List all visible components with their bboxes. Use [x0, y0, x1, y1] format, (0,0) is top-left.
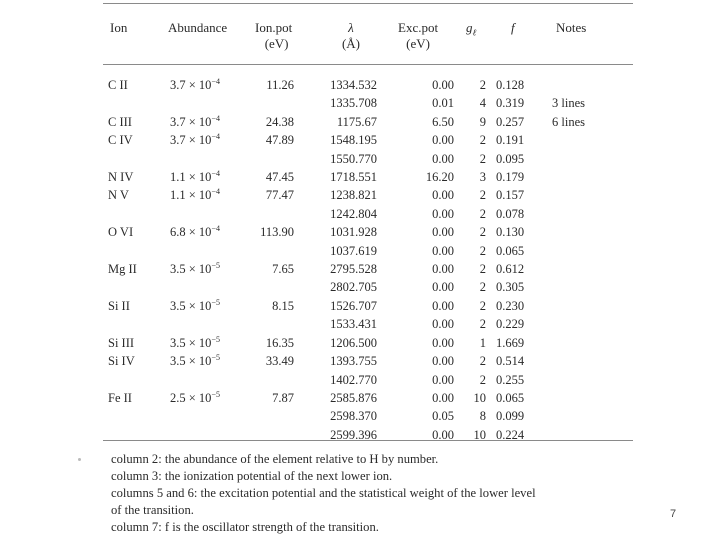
ionpot-cell — [242, 371, 294, 389]
weight-cell: 10 — [473, 427, 486, 442]
notes-cell: 6 lines — [552, 114, 585, 129]
oscillator-cell: 0.099 — [496, 409, 525, 424]
ion-cell — [103, 426, 170, 444]
notes-cell — [546, 186, 612, 204]
abundance-cell — [170, 334, 242, 352]
notes-cell — [546, 389, 612, 407]
ion-cell: Si IV — [108, 354, 135, 369]
abundance-cell — [170, 315, 242, 333]
header-excpot: Exc.pot (eV) — [398, 20, 439, 51]
ion-cell: C III — [108, 114, 132, 129]
notes-cell — [546, 131, 612, 149]
weight-cell: 2 — [479, 78, 486, 92]
abundance-cell — [170, 113, 242, 131]
excpot-cell: 0.00 — [432, 188, 454, 203]
scan-speck — [78, 458, 81, 461]
wavelength-cell: 1335.708 — [330, 96, 377, 111]
abundance-exponent: −5 — [211, 297, 220, 307]
oscillator-cell: 0.157 — [496, 188, 525, 203]
wavelength-cell: 1238.821 — [330, 188, 377, 203]
excpot-cell: 0.05 — [432, 409, 454, 424]
table-row — [103, 168, 612, 186]
excpot-cell: 0.00 — [432, 78, 454, 92]
ion-cell — [103, 278, 170, 296]
ionpot-cell: 47.45 — [265, 170, 294, 185]
abundance-mantissa: 3.7 × 10 — [170, 133, 212, 148]
weight-cell: 2 — [479, 243, 486, 258]
table-row — [103, 389, 612, 407]
wavelength-cell: 1037.619 — [330, 243, 377, 258]
oscillator-cell: 0.514 — [496, 354, 525, 369]
abundance-cell — [170, 131, 242, 149]
abundance-cell — [170, 242, 242, 260]
weight-cell: 2 — [479, 133, 486, 148]
notes-cell — [546, 352, 612, 370]
abundance-mantissa: 3.7 × 10 — [170, 114, 212, 129]
ion-cell: Mg II — [108, 262, 137, 277]
abundance-cell — [170, 426, 242, 444]
notes-cell — [546, 76, 612, 94]
abundance-exponent: −5 — [211, 352, 220, 362]
oscillator-cell: 0.255 — [496, 372, 525, 387]
table-row — [103, 371, 612, 389]
wavelength-cell: 1031.928 — [330, 225, 377, 240]
table-row — [103, 352, 612, 370]
ionpot-cell: 47.89 — [265, 133, 294, 148]
oscillator-cell: 0.130 — [496, 225, 525, 240]
abundance-exponent: −4 — [211, 224, 220, 234]
abundance-mantissa: 3.7 × 10 — [170, 78, 212, 92]
abundance-cell — [170, 278, 242, 296]
oscillator-cell: 0.229 — [496, 317, 525, 332]
ionpot-cell — [242, 205, 294, 223]
wavelength-cell: 1334.532 — [330, 78, 377, 92]
table-row — [103, 186, 612, 204]
ion-cell: Fe II — [108, 390, 132, 405]
abundance-cell — [170, 223, 242, 241]
table-row — [103, 407, 612, 425]
weight-cell: 2 — [479, 280, 486, 295]
notes-cell — [546, 371, 612, 389]
wavelength-cell: 1402.770 — [330, 372, 377, 387]
abundance-mantissa: 6.8 × 10 — [170, 225, 212, 240]
ionpot-cell: 113.90 — [260, 225, 294, 240]
wavelength-cell: 2795.528 — [330, 262, 377, 277]
notes-cell — [546, 315, 612, 333]
ion-cell — [103, 315, 170, 333]
notes-cell — [546, 297, 612, 315]
oscillator-cell: 0.078 — [496, 206, 525, 221]
weight-cell: 2 — [479, 372, 486, 387]
wavelength-cell: 1206.500 — [330, 335, 377, 350]
ion-cell — [103, 205, 170, 223]
weight-cell: 9 — [479, 114, 486, 129]
abundance-mantissa: 2.5 × 10 — [170, 390, 212, 405]
abundance-mantissa: 1.1 × 10 — [170, 188, 212, 203]
weight-cell: 2 — [479, 225, 486, 240]
ionpot-cell: 16.35 — [265, 335, 294, 350]
wavelength-cell: 1550.770 — [330, 151, 377, 166]
weight-cell: 4 — [479, 96, 486, 111]
ionpot-cell — [242, 426, 294, 444]
excpot-cell: 0.00 — [432, 243, 454, 258]
weight-cell: 2 — [479, 206, 486, 221]
ion-cell: C IV — [108, 133, 133, 148]
table-row — [103, 260, 612, 278]
table-row — [103, 297, 612, 315]
notes-cell — [546, 260, 612, 278]
ion-cell — [103, 407, 170, 425]
ion-data-table — [103, 76, 612, 444]
abundance-cell — [170, 76, 242, 94]
ionpot-cell — [242, 94, 294, 112]
header-f: f — [511, 20, 515, 35]
table-footnotes — [111, 451, 671, 536]
oscillator-cell: 0.128 — [496, 78, 525, 92]
oscillator-cell: 0.305 — [496, 280, 525, 295]
header-g: $g_\ell$ — [466, 20, 477, 38]
weight-cell: 2 — [479, 188, 486, 203]
header-abundance: Abundance — [168, 20, 228, 35]
excpot-cell: 0.00 — [432, 427, 454, 442]
abundance-cell — [170, 407, 242, 425]
abundance-cell — [170, 205, 242, 223]
table-row — [103, 76, 612, 94]
ionpot-cell: 33.49 — [265, 354, 294, 369]
oscillator-cell: 0.230 — [496, 298, 525, 313]
table-row — [103, 242, 612, 260]
excpot-cell: 0.00 — [432, 335, 454, 350]
ion-cell: N IV — [108, 170, 134, 185]
table-row — [103, 113, 612, 131]
wavelength-cell: 1242.804 — [330, 206, 377, 221]
notes-cell — [546, 334, 612, 352]
abundance-cell — [170, 352, 242, 370]
oscillator-cell: 0.179 — [496, 170, 525, 185]
ion-cell: C II — [108, 78, 128, 92]
table-row — [103, 315, 612, 333]
table-row — [103, 278, 612, 296]
abundance-mantissa: 3.5 × 10 — [170, 262, 212, 277]
excpot-cell: 6.50 — [432, 114, 454, 129]
ion-cell: N V — [108, 188, 129, 203]
oscillator-cell: 0.224 — [496, 427, 525, 442]
notes-cell — [546, 407, 612, 425]
weight-cell: 2 — [479, 151, 486, 166]
excpot-cell: 0.00 — [432, 280, 454, 295]
oscillator-cell: 0.612 — [496, 262, 525, 277]
table-bottom-rule — [103, 440, 633, 441]
oscillator-cell: 0.319 — [496, 96, 525, 111]
abundance-cell — [170, 371, 242, 389]
weight-cell: 8 — [479, 409, 486, 424]
notes-cell — [546, 223, 612, 241]
ionpot-cell: 7.87 — [272, 390, 294, 405]
ion-cell — [103, 371, 170, 389]
ionpot-cell: 24.38 — [265, 114, 294, 129]
table-top-rule — [103, 3, 633, 4]
table-row — [103, 131, 612, 149]
footnote-line: of the transition. — [111, 503, 194, 517]
wavelength-cell: 1393.755 — [330, 354, 377, 369]
notes-cell — [546, 205, 612, 223]
ionpot-cell: 77.47 — [265, 188, 294, 203]
wavelength-cell: 2598.370 — [330, 409, 377, 424]
abundance-exponent: −4 — [211, 132, 220, 142]
excpot-cell: 0.00 — [432, 390, 454, 405]
header-lambda: λ (Å) — [341, 20, 361, 51]
excpot-cell: 0.01 — [432, 96, 454, 111]
excpot-cell: 16.20 — [425, 170, 454, 185]
abundance-exponent: −4 — [211, 113, 220, 123]
wavelength-cell: 1718.551 — [330, 170, 377, 185]
oscillator-cell: 0.257 — [496, 114, 525, 129]
notes-cell: 3 lines — [552, 96, 585, 111]
abundance-exponent: −5 — [211, 334, 220, 344]
notes-cell — [546, 150, 612, 168]
excpot-cell: 0.00 — [432, 317, 454, 332]
table-row — [103, 150, 612, 168]
notes-cell — [546, 168, 612, 186]
abundance-cell — [170, 94, 242, 112]
header-ionpot: Ion.pot (eV) — [255, 20, 293, 51]
abundance-cell — [170, 260, 242, 278]
weight-cell: 2 — [479, 262, 486, 277]
table-row — [103, 94, 612, 112]
footnote-line: column 2: the abundance of the element relative to H by number. — [111, 452, 439, 466]
abundance-exponent: −4 — [211, 187, 220, 197]
ion-cell: Si III — [108, 335, 135, 350]
page-number: 7 — [670, 508, 677, 520]
weight-cell: 10 — [473, 390, 486, 405]
table-header-rule — [103, 64, 633, 65]
ion-cell — [103, 242, 170, 260]
excpot-cell: 0.00 — [432, 262, 454, 277]
wavelength-cell: 1526.707 — [330, 298, 377, 313]
excpot-cell: 0.00 — [432, 372, 454, 387]
abundance-cell — [170, 168, 242, 186]
excpot-cell: 0.00 — [432, 225, 454, 240]
notes-cell — [546, 242, 612, 260]
ionpot-cell: 11.26 — [266, 78, 294, 92]
weight-cell: 1 — [479, 335, 486, 350]
abundance-cell — [170, 389, 242, 407]
abundance-exponent: −5 — [211, 260, 220, 270]
weight-cell: 3 — [479, 170, 486, 185]
table-row — [103, 223, 612, 241]
abundance-mantissa: 3.5 × 10 — [170, 354, 212, 369]
ionpot-cell — [242, 278, 294, 296]
ion-cell: Si II — [108, 298, 130, 313]
ionpot-cell: 7.65 — [272, 262, 294, 277]
header-notes: Notes — [556, 20, 587, 35]
excpot-cell: 0.00 — [432, 354, 454, 369]
abundance-exponent: −5 — [211, 389, 220, 399]
excpot-cell: 0.00 — [432, 133, 454, 148]
footnote-line: columns 5 and 6: the excitation potential and the statistical weight of the lower level — [111, 486, 536, 500]
table-row — [103, 334, 612, 352]
ionpot-cell — [242, 407, 294, 425]
abundance-cell — [170, 150, 242, 168]
abundance-exponent: −4 — [211, 168, 220, 178]
abundance-exponent: −4 — [211, 76, 220, 86]
ion-cell — [103, 94, 170, 112]
footnote-line: column 7: f is the oscillator strength of the transition. — [111, 520, 379, 534]
oscillator-cell: 0.065 — [496, 243, 525, 258]
ion-cell: O VI — [108, 225, 134, 240]
wavelength-cell: 2585.876 — [330, 390, 377, 405]
oscillator-cell: 1.669 — [496, 335, 525, 350]
abundance-cell — [170, 186, 242, 204]
wavelength-cell: 1533.431 — [330, 317, 377, 332]
excpot-cell: 0.00 — [432, 151, 454, 166]
weight-cell: 2 — [479, 317, 486, 332]
oscillator-cell: 0.191 — [496, 133, 525, 148]
notes-cell — [546, 426, 612, 444]
oscillator-cell: 0.065 — [496, 390, 525, 405]
wavelength-cell: 2802.705 — [330, 280, 377, 295]
abundance-cell — [170, 297, 242, 315]
wavelength-cell: 1548.195 — [330, 133, 377, 148]
wavelength-cell: 1175.67 — [336, 114, 377, 129]
ionpot-cell: 8.15 — [272, 298, 294, 313]
excpot-cell: 0.00 — [432, 206, 454, 221]
ion-cell — [103, 150, 170, 168]
notes-cell — [546, 278, 612, 296]
header-ion: Ion — [110, 20, 128, 35]
ionpot-cell — [242, 315, 294, 333]
table-row — [103, 426, 612, 444]
abundance-mantissa: 3.5 × 10 — [170, 335, 212, 350]
weight-cell: 2 — [479, 298, 486, 313]
ionpot-cell — [242, 242, 294, 260]
abundance-mantissa: 1.1 × 10 — [170, 170, 212, 185]
table-row — [103, 205, 612, 223]
footnote-line: column 3: the ionization potential of the next lower ion. — [111, 469, 393, 483]
oscillator-cell: 0.095 — [496, 151, 525, 166]
wavelength-cell: 2599.396 — [330, 427, 377, 442]
abundance-mantissa: 3.5 × 10 — [170, 298, 212, 313]
excpot-cell: 0.00 — [432, 298, 454, 313]
weight-cell: 2 — [479, 354, 486, 369]
ionpot-cell — [242, 150, 294, 168]
